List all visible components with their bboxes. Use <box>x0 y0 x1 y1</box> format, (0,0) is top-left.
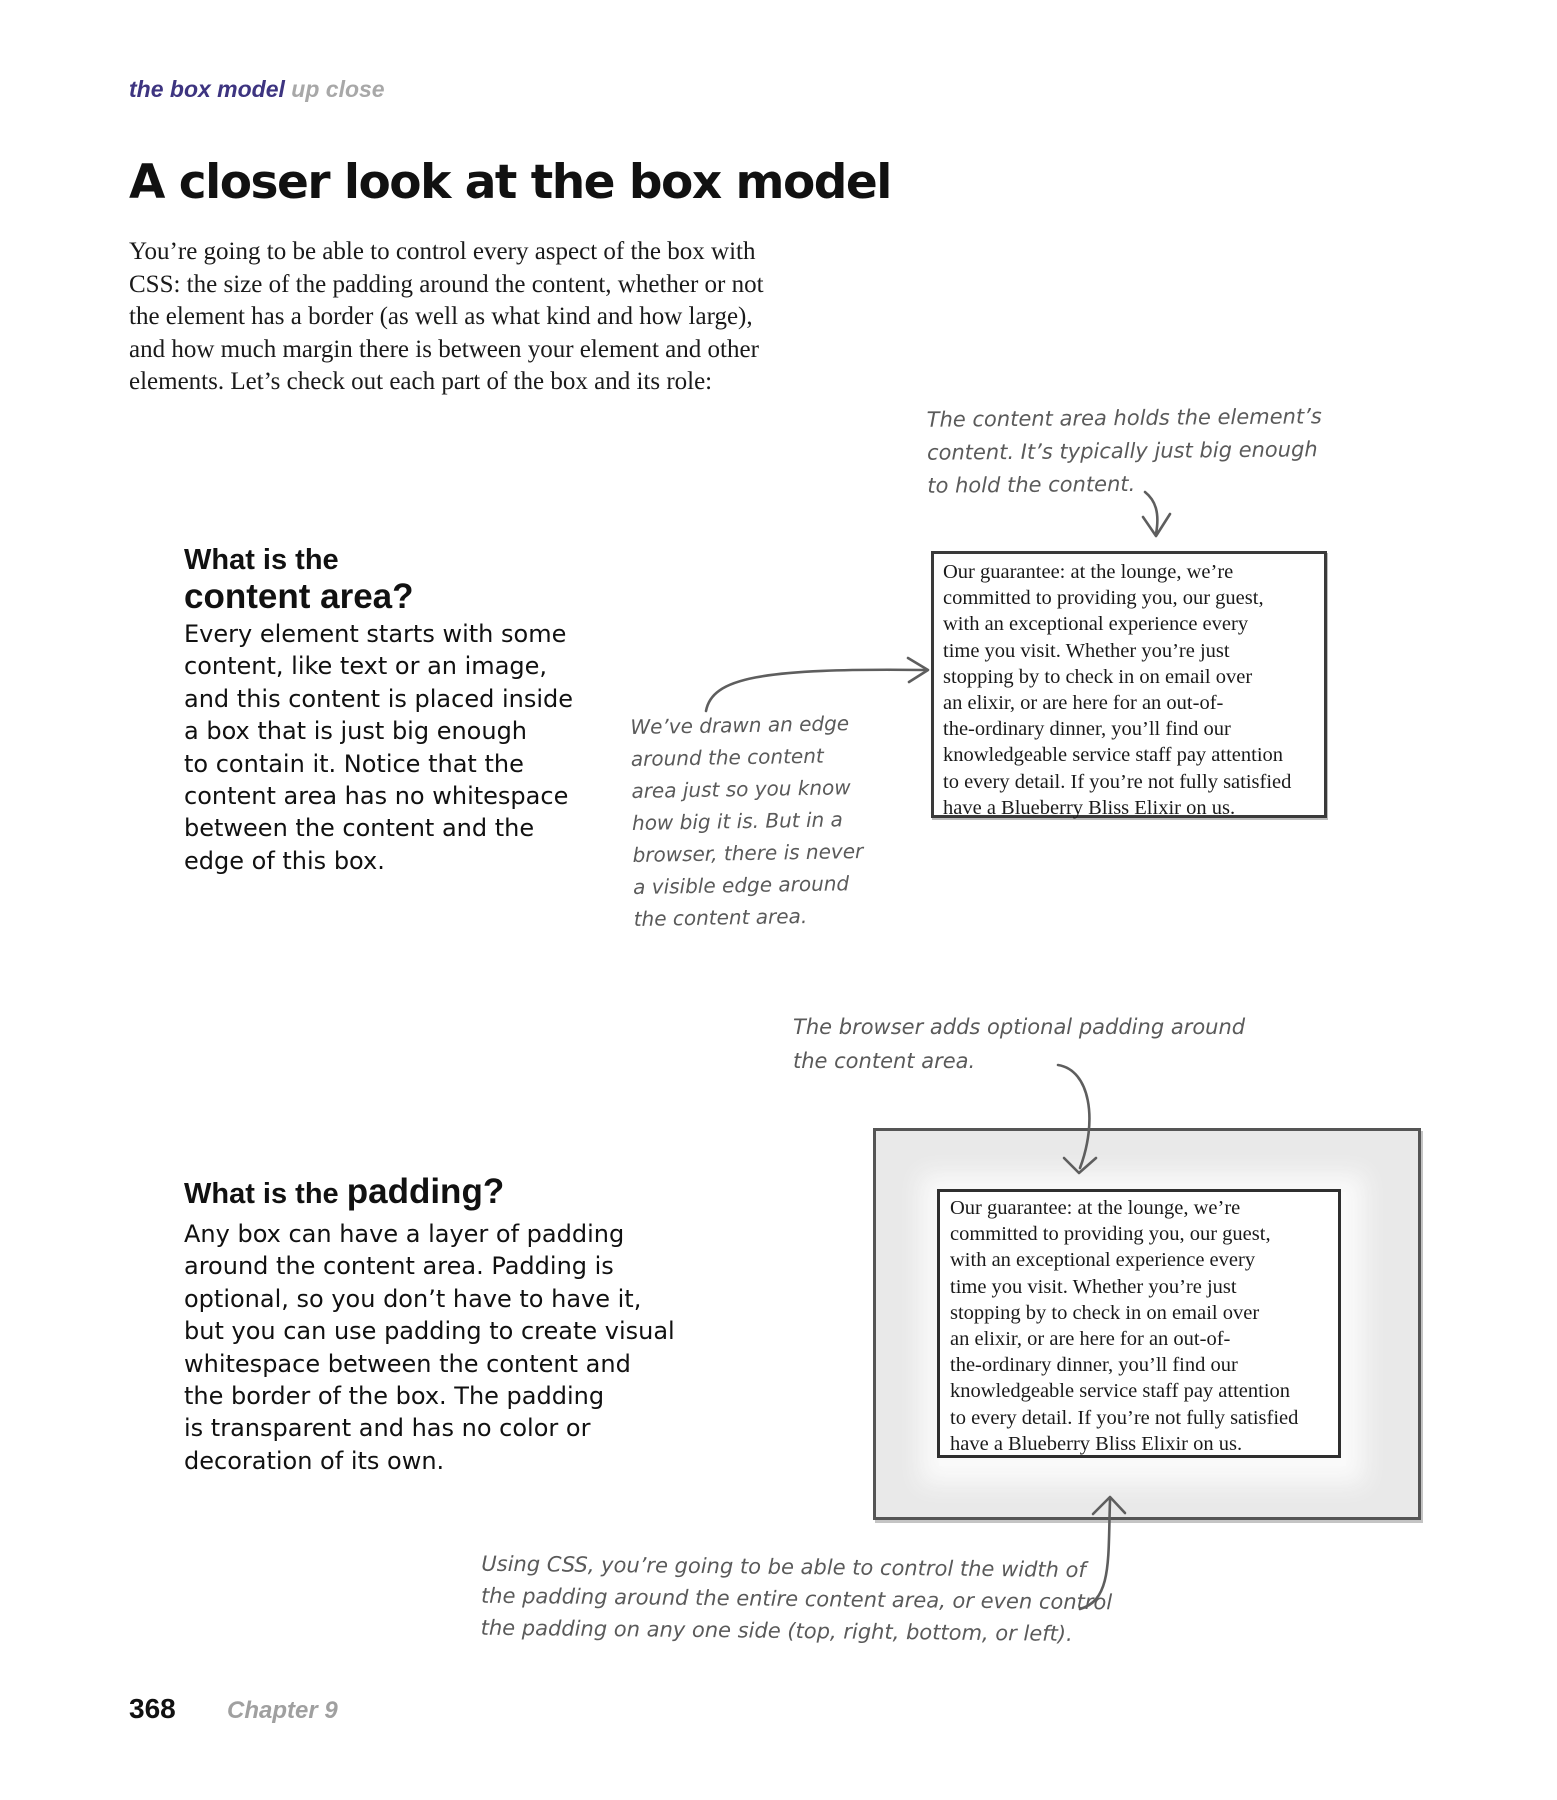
body-line: and this content is placed inside <box>184 684 574 713</box>
intro-line: CSS: the size of the padding around the content, whether or not <box>129 270 764 298</box>
sample-text-line: stopping by to check in on email over <box>943 665 1253 688</box>
intro-line: You’re going to be able to control every aspect of the box with <box>129 238 756 265</box>
annotation-line: to hold the content. <box>927 471 1136 498</box>
body-line: content area has no whitespace <box>184 782 569 811</box>
body-line: optional, so you don’t have to have it, <box>184 1284 642 1313</box>
sample-text-line: the-ordinary dinner, you’ll find our <box>943 718 1231 741</box>
page-number: 368 <box>129 1693 176 1724</box>
body-line: edge of this box. <box>184 846 385 875</box>
sample-text-line: knowledgeable service staff pay attention <box>943 744 1284 767</box>
sample-text-line: committed to providing you, our guest, <box>943 587 1264 610</box>
chapter-label: Chapter 9 <box>227 1697 338 1724</box>
sample-text-line: an elixir, or are here for an out-of- <box>950 1328 1231 1351</box>
sample-text-line: to every detail. If you’re not fully satisfied <box>943 770 1292 793</box>
padding-heading-prefix: What is the <box>184 1178 339 1210</box>
sample-text-line: an elixir, or are here for an out-of- <box>943 692 1224 715</box>
annotation-line: browser, there is never <box>632 838 864 868</box>
sample-text-line: to every detail. If you’re not fully satisfied <box>950 1406 1299 1429</box>
intro-line: the element has a border (as well as what kind and how large), <box>129 303 753 330</box>
body-line: to contain it. Notice that the <box>184 749 524 778</box>
body-line: the border of the box. The padding <box>184 1382 605 1411</box>
content-area-heading-1: What is the <box>184 544 339 576</box>
body-line: is transparent and has no color or <box>184 1414 591 1443</box>
annotation-line: around the content <box>630 743 824 772</box>
intro-line: elements. Let’s check out each part of the box and its role: <box>129 368 713 395</box>
running-header-rest: up close <box>291 76 385 102</box>
body-line: whitespace between the content and <box>184 1349 631 1378</box>
sample-text-line: Our guarantee: at the lounge, we’re <box>943 561 1234 583</box>
page-title: A closer look at the box model <box>129 155 891 210</box>
annotation-line: the padding on any one side (top, right, bottom, or left). <box>480 1615 1073 1646</box>
annotation-line: the content area. <box>633 903 808 931</box>
sample-text-line: time you visit. Whether you’re just <box>943 639 1230 662</box>
annotation-line: how big it is. But in a <box>631 807 844 836</box>
arrow-to-padding-bottom <box>1080 1500 1110 1609</box>
body-line: Any box can have a layer of padding <box>184 1220 625 1248</box>
body-line: decoration of its own. <box>184 1446 445 1475</box>
annotation-line: a visible edge around <box>632 871 850 900</box>
sample-text-line: committed to providing you, our guest, <box>950 1223 1271 1246</box>
arrow-to-padding <box>1058 1065 1089 1168</box>
annotation-line: The content area holds the element’s <box>926 404 1322 432</box>
sample-text-line: with an exceptional experience every <box>943 613 1249 636</box>
annotation-line: area just so you know <box>631 775 851 804</box>
body-line: between the content and the <box>184 814 535 843</box>
sample-text-line: the-ordinary dinner, you’ll find our <box>950 1354 1238 1377</box>
content-area-heading-2: content area? <box>184 577 414 616</box>
body-line: a box that is just big enough <box>184 717 528 746</box>
annotation-line: Using CSS, you’re going to be able to control the width of <box>481 1551 1086 1583</box>
intro-line: and how much margin there is between your element and other <box>129 335 759 363</box>
sample-text-line: Our guarantee: at the lounge, we’re <box>950 1197 1241 1219</box>
annotation-line: the content area. <box>793 1049 976 1073</box>
arrow-edge-to-box <box>706 670 925 711</box>
running-header-section: the box model <box>129 76 285 102</box>
annotation-line: the padding around the entire content area, or even control <box>480 1583 1113 1615</box>
sample-text-line: knowledgeable service staff pay attention <box>950 1380 1291 1403</box>
annotation-line: content. It’s typically just big enough <box>926 437 1318 465</box>
sample-text-line: time you visit. Whether you’re just <box>950 1275 1237 1298</box>
annotation-line: We’ve drawn an edge <box>630 711 850 740</box>
body-line: Every element starts with some <box>184 620 567 648</box>
sample-text-line: with an exceptional experience every <box>950 1249 1256 1272</box>
sample-text-line: have a Blueberry Bliss Elixir on us. <box>950 1432 1243 1455</box>
annotation-line: The browser adds optional padding around <box>793 1015 1246 1039</box>
sample-text-line: have a Blueberry Bliss Elixir on us. <box>943 796 1236 819</box>
body-line: around the content area. Padding is <box>184 1252 614 1281</box>
body-line: but you can use padding to create visual <box>184 1317 675 1346</box>
padding-heading-emphasis: padding? <box>346 1172 505 1211</box>
sample-text-line: stopping by to check in on email over <box>950 1301 1260 1324</box>
body-line: content, like text or an image, <box>184 652 548 681</box>
